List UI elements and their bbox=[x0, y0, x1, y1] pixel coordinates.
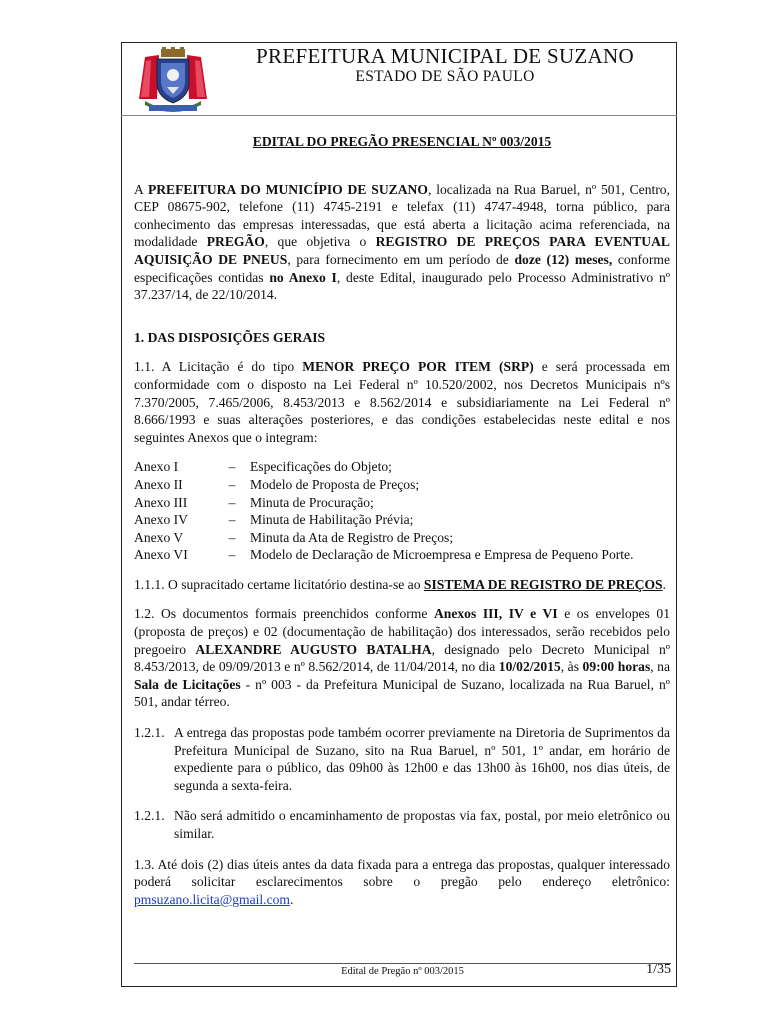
annex-name: Anexo IV bbox=[134, 512, 188, 528]
intro-text: , para fornecimento em um período de bbox=[287, 251, 515, 267]
p13-text: 1.3. Até dois (2) dias úteis antes da data fixada para a entrega das propostas, qualquer interessado poderá solicitar esclarecimentos sobre o pregão pelo endereço eletrônico: bbox=[134, 856, 670, 890]
clause-number: 1.2.1. bbox=[134, 808, 165, 824]
annex-row bbox=[134, 529, 670, 547]
footer-divider bbox=[134, 963, 671, 964]
annex-row bbox=[134, 546, 670, 564]
clause-number: 1.2.1. bbox=[134, 725, 165, 741]
p12-bold: 10/02/2015 bbox=[498, 659, 561, 675]
intro-bold: PREFEITURA DO MUNICÍPIO DE SUZANO bbox=[147, 181, 428, 197]
p111-underlined: SISTEMA DE REGISTRO DE PREÇOS bbox=[423, 576, 663, 592]
annex-row bbox=[134, 494, 670, 512]
p12-bold: Sala de Licitações bbox=[134, 676, 241, 692]
paragraph-1-1-1 bbox=[134, 576, 670, 594]
p13-text: . bbox=[289, 891, 294, 907]
p12-text: 1.2. Os documentos formais preenchidos conforme bbox=[134, 606, 434, 622]
paragraph-1-2-1-delivery bbox=[134, 724, 670, 794]
annex-dash: – bbox=[228, 529, 236, 545]
p12-text: - nº 003 - da Prefeitura Municipal de Suzano, localizada na Rua Baruel, nº 501, andar térreo. bbox=[134, 676, 670, 710]
p12-text: , às bbox=[560, 659, 583, 675]
p12-text: e os envelopes 01 (proposta de preços) e 02 (documentação de habilitação) dos interessados, serão recebidos pelo pregoeiro bbox=[134, 606, 670, 657]
footer-document-name: Edital de Pregão nº 003/2015 bbox=[341, 966, 464, 977]
p12-bold: ALEXANDRE AUGUSTO BATALHA bbox=[195, 641, 432, 657]
annex-name: Anexo V bbox=[134, 529, 184, 545]
annex-description: Minuta de Habilitação Prévia; bbox=[250, 512, 414, 528]
header-title: PREFEITURA MUNICIPAL DE SUZANO bbox=[256, 44, 634, 68]
annex-name: Anexo II bbox=[134, 476, 183, 492]
header-divider bbox=[121, 115, 677, 116]
document-body bbox=[134, 130, 670, 908]
intro-bold: doze (12) meses, bbox=[514, 251, 613, 267]
intro-bold: REGISTRO DE PREÇOS PARA EVENTUAL AQUISIÇÃO DE PNEUS bbox=[134, 234, 670, 267]
annex-list bbox=[134, 458, 670, 564]
paragraph-1-2-1-restriction bbox=[134, 807, 670, 842]
annex-description: Especificações do Objeto; bbox=[250, 459, 392, 475]
annex-dash: – bbox=[228, 476, 236, 492]
p11-text: e será processada em conformidade com o disposto na Lei Federal nº 10.520/2002, nos Decretos Municipais nºs 7.370/2005, 7.465/2006, 8.453/2013 e 8.562/2014 e subsidiariamente na Lei Federal nº 8.666/1993 e suas alterações posteriores, e das condições estabelecidas neste edital e nos seguintes Anexos que o integram: bbox=[134, 359, 670, 445]
annex-row bbox=[134, 458, 670, 476]
annex-name: Anexo VI bbox=[134, 547, 188, 563]
municipal-crest-icon bbox=[131, 47, 215, 113]
annex-row bbox=[134, 511, 670, 529]
intro-text: A bbox=[134, 181, 148, 197]
annex-description: Minuta de Procuração; bbox=[250, 494, 374, 510]
intro-paragraph bbox=[134, 181, 670, 304]
intro-text: conforme especificações contidas bbox=[134, 251, 670, 285]
intro-text: , que objetiva o bbox=[264, 234, 376, 250]
p12-bold: Anexos III, IV e VI bbox=[433, 606, 558, 622]
annex-row bbox=[134, 476, 670, 494]
p111-text: 1.1.1. O supracitado certame licitatório destina-se ao bbox=[134, 576, 424, 592]
clause-text: A entrega das propostas pode também ocorrer previamente na Diretoria de Suprimentos da Prefeitura Municipal de Suzano, sito na Rua Baruel, nº 501, 1º andar, em horário de expediente para o público, das 09h00 às 12h00 e das 13h00 às 16h00, nos dias úteis, de segunda a sexta-feira. bbox=[174, 725, 670, 793]
annex-name: Anexo I bbox=[134, 459, 179, 475]
intro-bold: no Anexo I bbox=[269, 269, 337, 285]
intro-text: , deste Edital, inaugurado pelo Processo Administrativo nº 37.237/14, de 22/10/2014. bbox=[134, 269, 671, 303]
intro-text: , localizada na Rua Baruel, nº 501, Centro, CEP 08675-902, telefone (11) 4745-2191 e telefax (11) 4747-4948, torna público, para conhecimento das empresas interessadas, que está aberta a licitação acima referenciada, na modalidade bbox=[134, 181, 671, 250]
email-link[interactable]: pmsuzano.licita@gmail.com bbox=[134, 891, 290, 907]
annex-dash: – bbox=[228, 459, 236, 475]
annex-dash: – bbox=[228, 512, 236, 528]
annex-description: Minuta da Ata de Registro de Preços; bbox=[250, 529, 454, 545]
annex-dash: – bbox=[228, 547, 236, 563]
section-1-title: 1. DAS DISPOSIÇÕES GERAIS bbox=[134, 329, 326, 345]
edital-title: EDITAL DO PREGÃO PRESENCIAL Nº 003/2015 bbox=[252, 134, 552, 149]
header-subtitle: ESTADO DE SÃO PAULO bbox=[355, 68, 535, 85]
page-number: 1/35 bbox=[646, 962, 671, 977]
p11-text: 1.1. A Licitação é do tipo bbox=[134, 359, 303, 375]
annex-name: Anexo III bbox=[134, 494, 188, 510]
annex-description: Modelo de Proposta de Preços; bbox=[250, 476, 420, 492]
annex-dash: – bbox=[228, 494, 236, 510]
p111-text: . bbox=[662, 576, 667, 592]
clause-text: Não será admitido o encaminhamento de propostas via fax, postal, por meio eletrônico ou similar. bbox=[174, 808, 670, 841]
annex-description: Modelo de Declaração de Microempresa e Empresa de Pequeno Porte. bbox=[250, 547, 634, 563]
p12-text: , designado pelo Decreto Municipal nº 8.453/2013, de 09/09/2013 e nº 8.562/2014, de 11/04/2014, no dia bbox=[134, 641, 670, 675]
paragraph-1-1 bbox=[134, 358, 670, 446]
p12-bold: 09:00 horas bbox=[582, 659, 651, 675]
p12-text: , na bbox=[650, 659, 670, 675]
paragraph-1-3 bbox=[134, 856, 670, 909]
paragraph-1-2 bbox=[134, 605, 670, 711]
intro-bold: PREGÃO bbox=[206, 234, 265, 250]
p11-bold: MENOR PREÇO POR ITEM (SRP) bbox=[302, 359, 534, 375]
